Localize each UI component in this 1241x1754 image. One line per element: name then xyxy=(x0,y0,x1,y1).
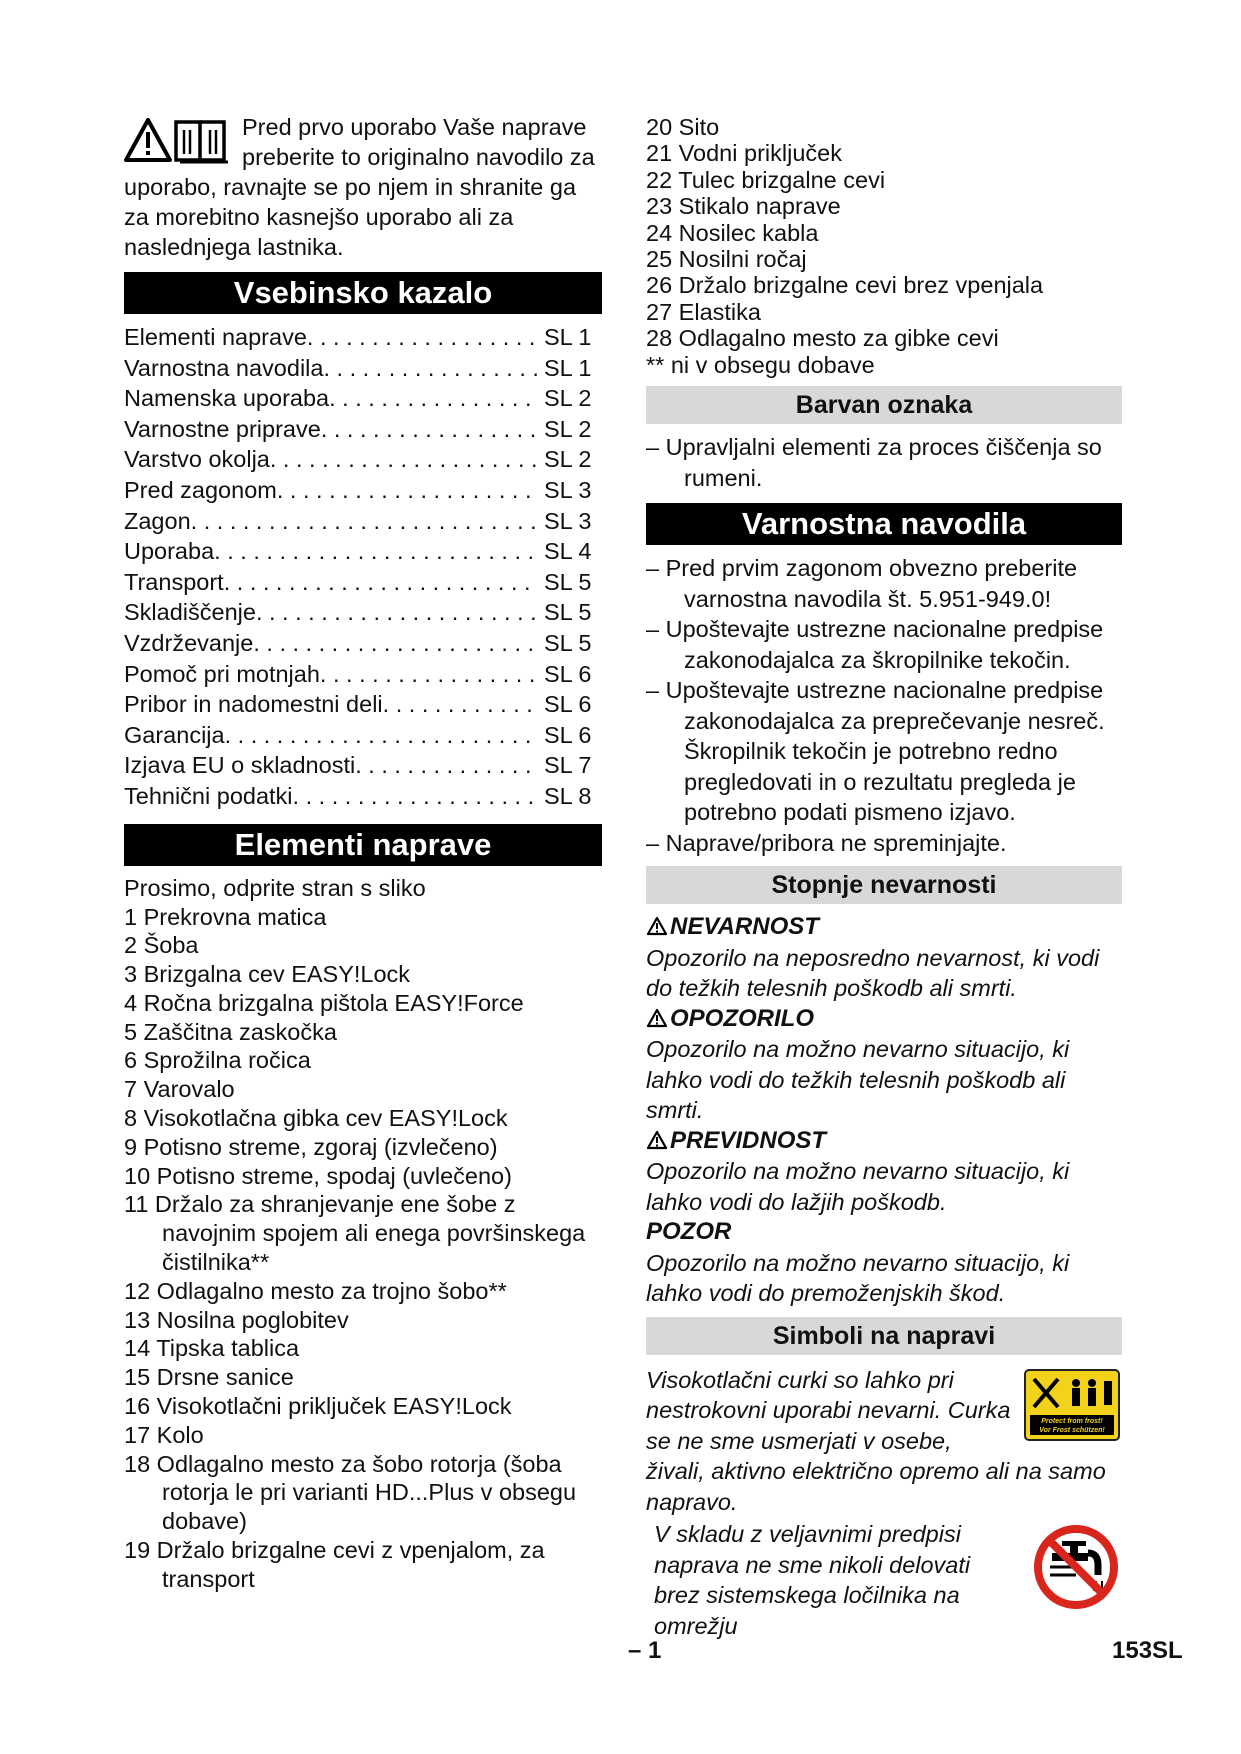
toc-leader-dots xyxy=(329,383,538,414)
toc-entry xyxy=(124,444,602,475)
toc-entry-label: Uporaba xyxy=(124,538,215,565)
bullet-item xyxy=(646,553,1122,614)
toc-entry-page: SL 4 xyxy=(544,538,592,565)
toc-entry xyxy=(124,383,602,414)
toc-entry-label: Transport xyxy=(124,568,224,595)
toc-heading: Vsebinsko kazalo xyxy=(124,272,602,314)
element-item: 1 Prekrovna matica xyxy=(124,903,327,930)
right-column xyxy=(646,114,1122,1641)
toc-entry xyxy=(124,781,602,812)
toc-entry xyxy=(124,353,602,384)
toc-entry-label: Zagon xyxy=(124,507,191,534)
symbols-heading: Simboli na napravi xyxy=(646,1317,1122,1355)
toc-entry xyxy=(124,567,602,598)
warning-triangle-icon xyxy=(646,1008,668,1028)
toc-leader-dots xyxy=(293,781,538,812)
toc-entry xyxy=(124,536,602,567)
toc-entry-label: Izjava EU o skladnosti xyxy=(124,752,356,779)
toc-leader-dots xyxy=(253,628,538,659)
bullet-text: Naprave/pribora ne spreminjajte. xyxy=(665,829,1007,856)
safety-list xyxy=(646,553,1122,858)
element-item: 22 Tulec brizgalne cevi xyxy=(646,166,886,193)
element-item: 4 Ročna brizgalna pištola EASY!Force xyxy=(124,989,524,1016)
toc-entry xyxy=(124,750,602,781)
element-item: ** ni v obsegu dobave xyxy=(646,351,875,378)
bullet-text: Pred prvim zagonom obvezno preberite varnostna navodila št. 5.951-949.0! xyxy=(665,555,1078,612)
bullet-item xyxy=(646,828,1122,859)
high-pressure-jet-icon xyxy=(1024,1369,1120,1441)
toc-entry-label: Pomoč pri motnjah xyxy=(124,660,320,687)
toc-entry-page: SL 5 xyxy=(544,599,592,626)
element-item: 23 Stikalo naprave xyxy=(646,193,841,220)
symbol-high-pressure-text: Visokotlačni curki so lahko pri nestrokovni uporabi nevarni. Curka se ne sme usmerjati v osebe, živali, aktivno električno opremo ali na samo napravo. xyxy=(646,1366,1106,1515)
intro-text: Pred prvo uporabo Vaše naprave preberite to originalno navodilo za uporabo, ravnajte se po njem in shranite ga za morebitno kasnejšo uporabo ali za naslednjega lastnika. xyxy=(124,114,595,260)
toc-entry-label: Skladiščenje xyxy=(124,599,256,626)
element-item: 21 Vodni priključek xyxy=(646,140,842,167)
toc-entry xyxy=(124,628,602,659)
element-item: 14 Tipska tablica xyxy=(124,1335,300,1362)
elements-intro: Prosimo, odprite stran s sliko xyxy=(124,874,426,901)
hazard-level-name: NEVARNOST xyxy=(670,913,819,941)
bullet-item xyxy=(646,614,1122,675)
hazard-list xyxy=(646,912,1122,1309)
toc-entry-label: Varstvo okolja xyxy=(124,446,270,473)
element-item: 6 Sprožilna ročica xyxy=(124,1047,311,1074)
bullet-item xyxy=(646,432,1122,493)
element-item: 20 Sito xyxy=(646,114,720,140)
toc-leader-dots xyxy=(323,353,538,384)
toc-entry-label: Vzdrževanje xyxy=(124,629,254,656)
bullet-item xyxy=(646,675,1122,828)
svg-text:Protect from frost!: Protect from frost! xyxy=(1041,1417,1103,1425)
hazard-level-label xyxy=(646,1217,1122,1248)
intro-icons xyxy=(124,116,234,170)
element-item: 17 Kolo xyxy=(124,1421,204,1448)
toc-entry-page: SL 3 xyxy=(544,476,592,503)
hazard-level-label xyxy=(646,1126,1122,1157)
bullet-text: Upoštevajte ustrezne nacionalne predpise zakonodajalca za preprečevanje nesreč. Škropilnik tekočin je potrebno redno pregledovati in o rezultatu pregleda je potrebno podati pismeno izjavo. xyxy=(665,677,1105,826)
hazard-heading: Stopnje nevarnosti xyxy=(646,866,1122,904)
toc-leader-dots xyxy=(321,414,538,445)
safety-heading: Varnostna navodila xyxy=(646,503,1122,545)
element-item: 7 Varovalo xyxy=(124,1076,235,1103)
toc-entry-page: SL 6 xyxy=(544,691,592,718)
toc-entry xyxy=(124,720,602,751)
toc-entry xyxy=(124,322,602,353)
element-item: 12 Odlagalno mesto za trojno šobo** xyxy=(124,1277,507,1304)
toc-entry-label: Tehnični podatki xyxy=(124,782,293,809)
toc-leader-dots xyxy=(355,750,538,781)
toc-leader-dots xyxy=(277,475,538,506)
symbol-separator-block xyxy=(646,1519,1122,1641)
page-code: 153SL xyxy=(1112,1637,1183,1664)
toc-entry xyxy=(124,506,602,537)
no-mains-water-icon xyxy=(1032,1523,1120,1611)
element-item: 5 Zaščitna zaskočka xyxy=(124,1018,337,1045)
toc-leader-dots xyxy=(256,597,538,628)
hazard-level-label xyxy=(646,912,1122,943)
hazard-level-label xyxy=(646,1004,1122,1035)
toc-entry xyxy=(124,414,602,445)
warning-triangle-icon xyxy=(124,116,234,170)
toc-entry-page: SL 2 xyxy=(544,385,592,412)
element-item: 10 Potisno streme, spodaj (uvlečeno) xyxy=(124,1162,512,1189)
toc-leader-dots xyxy=(224,567,538,598)
intro-paragraph xyxy=(124,112,602,262)
symbol-high-pressure-block xyxy=(646,1365,1122,1518)
toc-entry-label: Varnostna navodila xyxy=(124,354,324,381)
toc-leader-dots xyxy=(307,322,538,353)
color-marking-list xyxy=(646,432,1122,493)
page-number: – 1 xyxy=(628,1637,662,1664)
toc-entry-page: SL 2 xyxy=(544,446,592,473)
toc-entry-page: SL 6 xyxy=(544,660,592,687)
elements-list xyxy=(124,903,602,1594)
element-item: 25 Nosilni ročaj xyxy=(646,246,807,273)
toc-leader-dots xyxy=(320,659,538,690)
element-item: 16 Visokotlačni priključek EASY!Lock xyxy=(124,1393,512,1420)
no-direct-connection-sign xyxy=(1032,1523,1120,1619)
toc-entry-label: Pribor in nadomestni deli xyxy=(124,691,383,718)
toc-list xyxy=(124,322,602,812)
element-item: 11 Držalo za shranjevanje ene šobe z navojnim spojem ali enega površinskega čistilnika** xyxy=(124,1191,586,1276)
hazard-level-name: OPOZORILO xyxy=(670,1004,814,1032)
element-item: 24 Nosilec kabla xyxy=(646,219,819,246)
bullet-dash: – xyxy=(646,434,666,461)
toc-leader-dots xyxy=(383,689,538,720)
toc-entry xyxy=(124,659,602,690)
element-item: 9 Potisno streme, zgoraj (izvlečeno) xyxy=(124,1133,498,1160)
svg-text:Vor Frost schützen!: Vor Frost schützen! xyxy=(1039,1426,1105,1434)
element-item: 26 Držalo brizgalne cevi brez vpenjala xyxy=(646,272,1044,299)
hazard-level-description: Opozorilo na možno nevarno situacijo, ki lahko vodi do težkih telesnih poškodb ali smrti. xyxy=(646,1036,1070,1124)
toc-entry xyxy=(124,597,602,628)
toc-entry-page: SL 7 xyxy=(544,752,592,779)
toc-entry-page: SL 3 xyxy=(544,507,592,534)
element-item: 18 Odlagalno mesto za šobo rotorja (šoba rotorja le pri varianti HD...Plus v obsegu dobave) xyxy=(124,1450,577,1535)
toc-entry xyxy=(124,689,602,720)
element-item: 19 Držalo brizgalne cevi z vpenjalom, za transport xyxy=(124,1537,545,1592)
toc-entry-label: Varnostne priprave xyxy=(124,415,321,442)
toc-entry-label: Pred zagonom xyxy=(124,476,277,503)
toc-leader-dots xyxy=(225,720,538,751)
toc-entry-page: SL 2 xyxy=(544,415,592,442)
toc-entry-label: Garancija xyxy=(124,721,225,748)
toc-entry-page: SL 5 xyxy=(544,629,592,656)
hazard-level-description: Opozorilo na neposredno nevarnost, ki vodi do težkih telesnih poškodb ali smrti. xyxy=(646,944,1100,1002)
hazard-level-description: Opozorilo na možno nevarno situacijo, ki lahko vodi do premoženjskih škod. xyxy=(646,1249,1070,1307)
warning-triangle-icon xyxy=(646,1130,668,1150)
toc-entry-page: SL 1 xyxy=(544,324,592,350)
element-item: 13 Nosilna poglobitev xyxy=(124,1306,349,1333)
toc-entry-page: SL 6 xyxy=(544,721,592,748)
toc-entry-label: Namenska uporaba xyxy=(124,385,330,412)
warning-triangle-icon xyxy=(646,916,668,936)
toc-entry-label: Elementi naprave xyxy=(124,324,307,350)
bullet-text: Upravljalni elementi za proces čiščenja so rumeni. xyxy=(665,434,1102,491)
toc-entry-page: SL 1 xyxy=(544,354,592,381)
toc-entry xyxy=(124,475,602,506)
element-item: 3 Brizgalna cev EASY!Lock xyxy=(124,961,411,988)
bullet-dash: – xyxy=(646,616,666,643)
toc-leader-dots xyxy=(214,536,538,567)
element-item: 2 Šoba xyxy=(124,932,199,959)
element-item: 28 Odlagalno mesto za gibke cevi xyxy=(646,325,999,352)
elements-list-continued xyxy=(646,114,1122,378)
hazard-level-description: Opozorilo na možno nevarno situacijo, ki lahko vodi do lažjih poškodb. xyxy=(646,1158,1070,1215)
hazard-level-name: POZOR xyxy=(646,1218,732,1246)
high-pressure-warning-label xyxy=(1024,1369,1120,1449)
element-item: 15 Drsne sanice xyxy=(124,1364,294,1391)
manual-book-icon xyxy=(176,122,228,162)
bullet-dash: – xyxy=(646,555,666,582)
toc-entry-page: SL 5 xyxy=(544,568,592,595)
bullet-dash: – xyxy=(646,829,666,856)
element-item: 8 Visokotlačna gibka cev EASY!Lock xyxy=(124,1105,508,1132)
left-column xyxy=(124,112,602,1594)
toc-leader-dots xyxy=(270,444,538,475)
color-marking-heading: Barvan oznaka xyxy=(646,386,1122,424)
bullet-text: Upoštevajte ustrezne nacionalne predpise zakonodajalca za škropilnike tekočin. xyxy=(665,616,1104,673)
bullet-dash: – xyxy=(646,677,666,704)
element-item: 27 Elastika xyxy=(646,298,761,325)
hazard-level-name: PREVIDNOST xyxy=(670,1126,827,1154)
toc-entry-page: SL 8 xyxy=(544,782,592,809)
toc-leader-dots xyxy=(191,506,538,537)
symbol-separator-text: V skladu z veljavnimi predpisi naprava ne sme nikoli delovati brez sistemskega ločilnika na omrežju xyxy=(654,1521,971,1639)
elements-heading: Elementi naprave xyxy=(124,824,602,866)
